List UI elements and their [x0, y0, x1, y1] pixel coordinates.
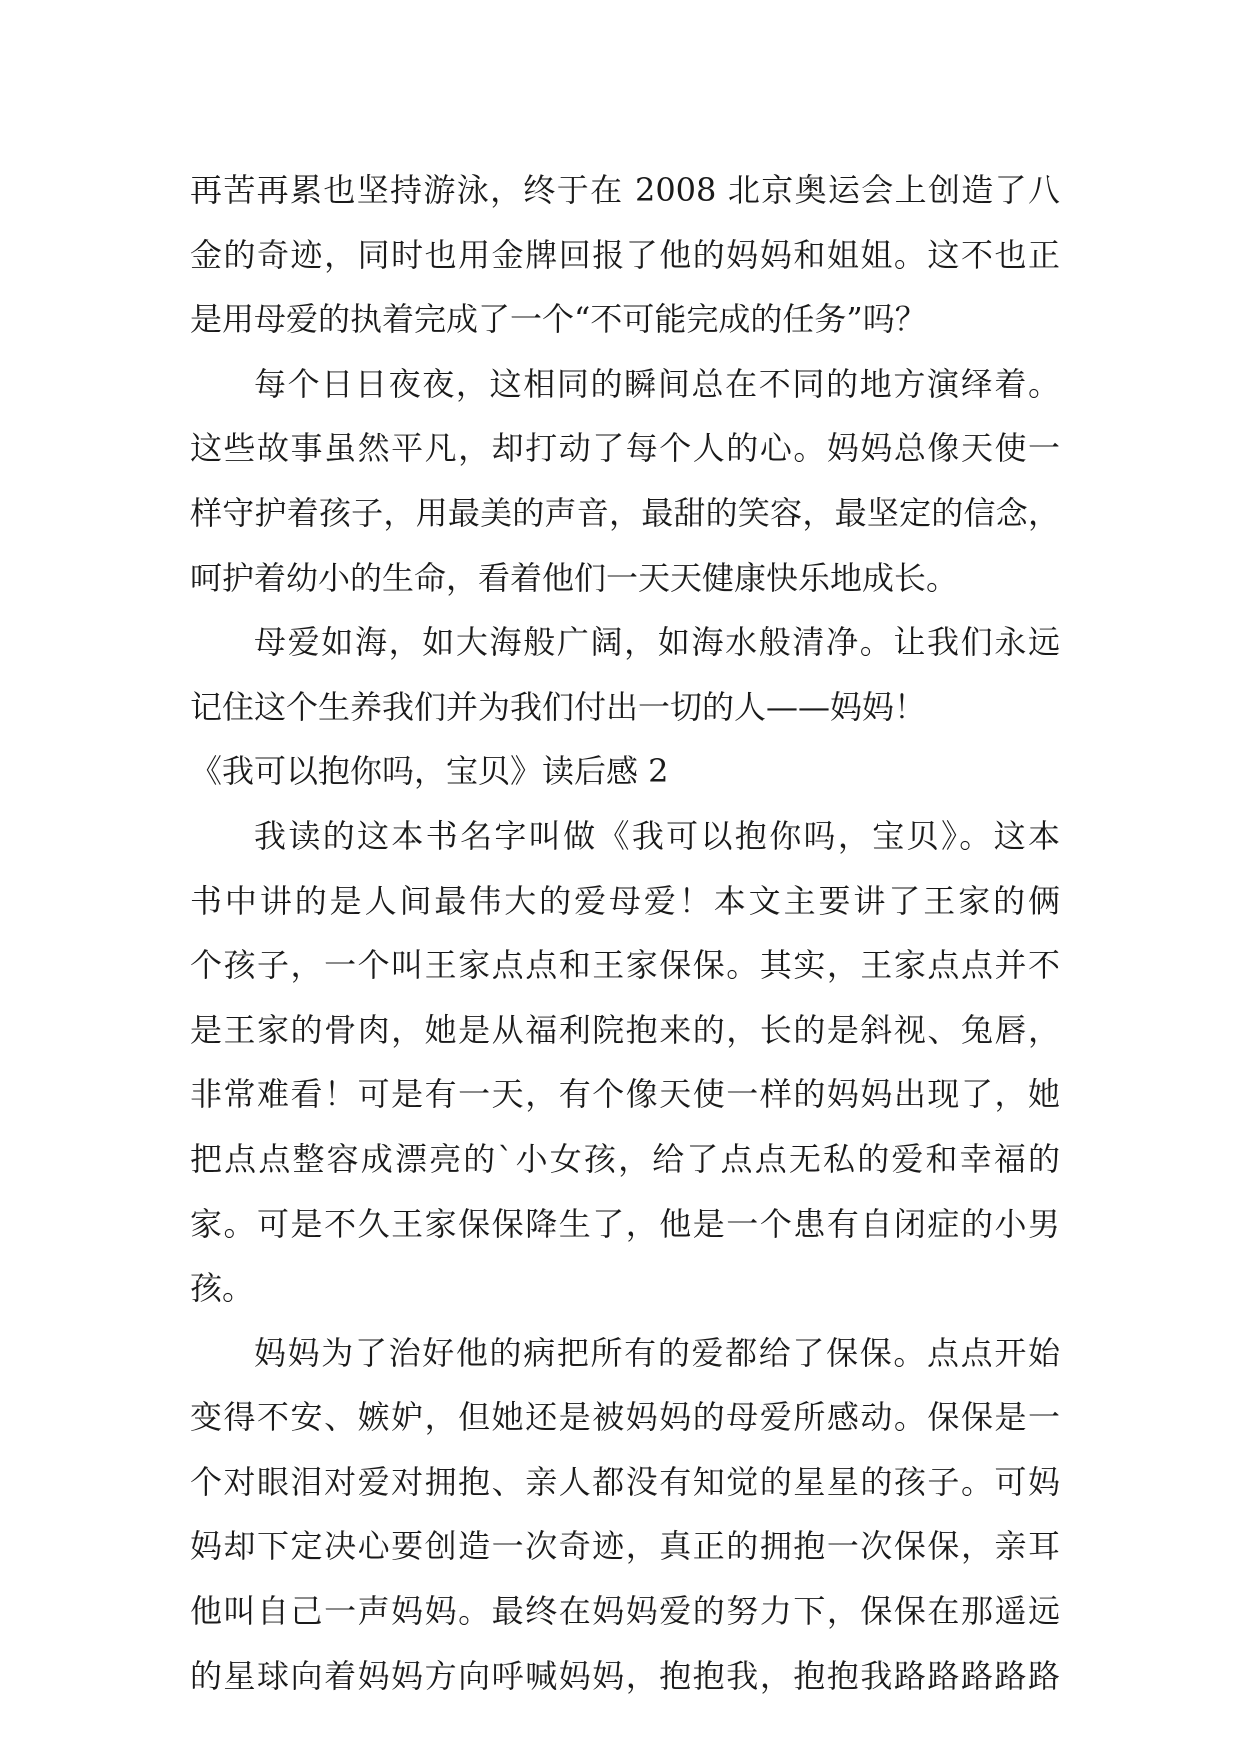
section-heading: 《我可以抱你吗，宝贝》读后感 2: [190, 752, 669, 791]
text-line: 的星球向着妈妈方向呼喊妈妈，抱抱我，抱抱我路路路路路: [190, 1656, 1060, 1695]
text-line: 再苦再累也坚持游泳，终于在 2008 北京奥运会上创造了八: [190, 171, 1060, 209]
text-line: 母爱如海，如大海般广阔，如海水般清净。让我们永远: [254, 623, 1060, 662]
text-line: 记住这个生养我们并为我们付出一切的人——妈妈！: [190, 687, 927, 726]
text-line: 是王家的骨肉，她是从福利院抱来的，长的是斜视、兔唇，: [190, 1010, 1060, 1049]
text-line: 呵护着幼小的生命，看着他们一天天健康快乐地成长。: [190, 558, 959, 597]
text-line: 样守护着孩子，用最美的声音，最甜的笑容，最坚定的信念，: [190, 493, 1060, 532]
text-line: 金的奇迹，同时也用金牌回报了他的妈妈和姐姐。这不也正: [190, 235, 1060, 274]
text-line: 家。可是不久王家保保降生了，他是一个患有自闭症的小男: [190, 1204, 1060, 1243]
text-line: 个孩子，一个叫王家点点和王家保保。其实，王家点点并不: [190, 946, 1060, 985]
text-line: 变得不安、嫉妒，但她还是被妈妈的母爱所感动。保保是一: [190, 1398, 1060, 1437]
document-body: [190, 158, 1060, 1708]
text-line: 妈妈为了治好他的病把所有的爱都给了保保。点点开始: [254, 1333, 1060, 1372]
text-line: 是用母爱的执着完成了一个“不可能完成的任务”吗？: [190, 300, 927, 339]
text-line: 他叫自己一声妈妈。最终在妈妈爱的努力下，保保在那遥远: [190, 1592, 1060, 1631]
text-line: 个对眼泪对爱对拥抱、亲人都没有知觉的星星的孩子。可妈: [190, 1462, 1060, 1501]
text-line: 妈却下定决心要创造一次奇迹，真正的拥抱一次保保，亲耳: [190, 1527, 1060, 1566]
text-line: 把点点整容成漂亮的`小女孩，给了点点无私的爱和幸福的: [190, 1139, 1060, 1178]
text-line: 我读的这本书名字叫做《我可以抱你吗，宝贝》。这本: [254, 816, 1060, 855]
text-line: 每个日日夜夜，这相同的瞬间总在不同的地方演绎着。: [254, 364, 1060, 403]
text-line: 非常难看！可是有一天，有个像天使一样的妈妈出现了，她: [190, 1075, 1060, 1114]
text-line: 书中讲的是人间最伟大的爱母爱！本文主要讲了王家的俩: [190, 881, 1060, 920]
text-line: 这些故事虽然平凡，却打动了每个人的心。妈妈总像天使一: [190, 429, 1060, 468]
text-line: 孩。: [190, 1269, 255, 1308]
